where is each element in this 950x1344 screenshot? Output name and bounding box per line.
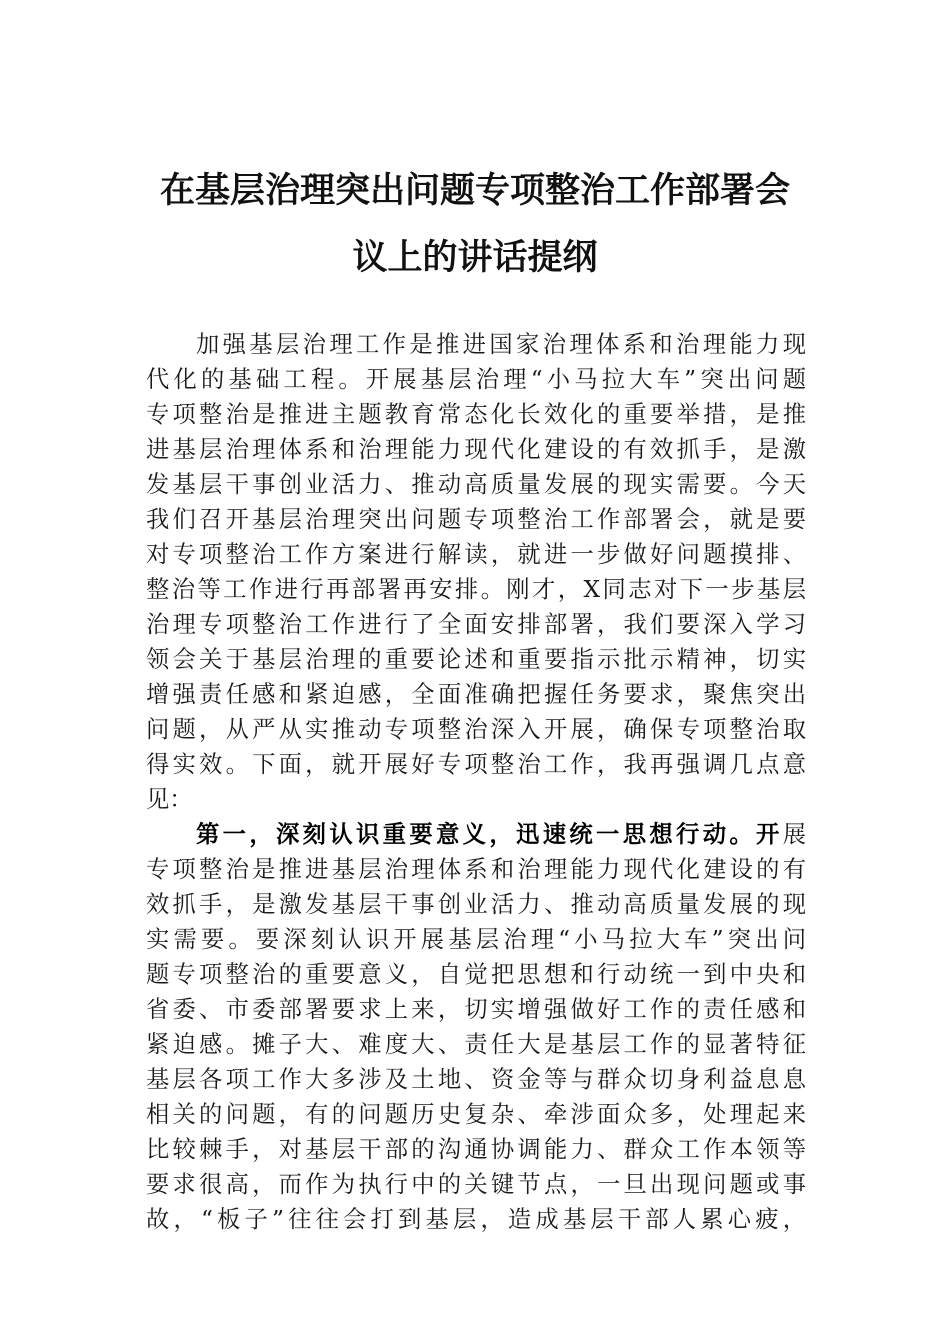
section-heading-tail: 展 [782, 821, 806, 848]
document-title-line-2: 议上的讲话提纲 [352, 237, 598, 278]
paragraph-line: 效抓手，是激发基层干事创业活力、推动高质量发展的现 [146, 891, 806, 918]
paragraph-line: 问题，从严从实推动专项整治深入开展，确保专项整治取 [146, 716, 806, 743]
paragraph-line: 进基层治理体系和治理能力现代化建设的有效抓手，是激 [146, 436, 806, 463]
paragraph-line: 故，“板子”往往会打到基层，造成基层干部人累心疲， [146, 1206, 806, 1233]
paragraph-line: 相关的问题，有的问题历史复杂、牵涉面众多，处理起来 [146, 1101, 806, 1128]
paragraph-line: 题专项整治的重要意义，自觉把思想和行动统一到中央和 [146, 961, 806, 988]
paragraph-line: 得实效。下面，就开展好专项整治工作，我再强调几点意 [146, 751, 806, 778]
paragraph-line: 我们召开基层治理突出问题专项整治工作部署会，就是要 [146, 506, 806, 533]
paragraph-section-one [146, 817, 806, 1237]
paragraph-line: 基层各项工作大多涉及土地、资金等与群众切身利益息息 [146, 1066, 806, 1093]
paragraph-line: 见： [146, 786, 193, 813]
document-title-line-1: 在基层治理突出问题专项整治工作部署会 [159, 170, 790, 211]
paragraph-line: 实需要。要深刻认识开展基层治理“小马拉大车”突出问 [146, 926, 806, 953]
paragraph-line: 比较棘手，对基层干部的沟通协调能力、群众工作本领等 [146, 1136, 806, 1163]
paragraph-line: 要求很高，而作为执行中的关键节点，一旦出现问题或事 [146, 1171, 806, 1198]
paragraph-line: 对专项整治工作方案进行解读，就进一步做好问题摸排、 [146, 541, 806, 568]
paragraph-line: 增强责任感和紧迫感，全面准确把握任务要求，聚焦突出 [146, 681, 806, 708]
paragraph-line: 专项整治是推进主题教育常态化长效化的重要举措，是推 [146, 401, 806, 428]
paragraph-line: 加强基层治理工作是推进国家治理体系和治理能力现 [196, 331, 806, 358]
paragraph-line: 代化的基础工程。开展基层治理“小马拉大车”突出问题 [146, 366, 806, 393]
section-heading-line [146, 817, 806, 852]
paragraph-line: 省委、市委部署要求上来，切实增强做好工作的责任感和 [146, 996, 806, 1023]
paragraph-line: 发基层干事创业活力、推动高质量发展的现实需要。今天 [146, 471, 806, 498]
paragraph-line: 专项整治是推进基层治理体系和治理能力现代化建设的有 [146, 856, 806, 883]
section-heading: 第一，深刻认识重要意义，迅速统一思想行动。开 [196, 821, 783, 848]
paragraph-line: 领会关于基层治理的重要论述和重要指示批示精神，切实 [146, 646, 806, 673]
document-body [146, 327, 806, 1237]
paragraph-line: 紧迫感。摊子大、难度大、责任大是基层工作的显著特征 [146, 1031, 806, 1058]
paragraph-line: 整治等工作进行再部署再安排。刚才，X同志对下一步基层 [146, 576, 806, 603]
paragraph-intro [146, 327, 806, 817]
paragraph-line: 治理专项整治工作进行了全面安排部署，我们要深入学习 [146, 611, 806, 638]
